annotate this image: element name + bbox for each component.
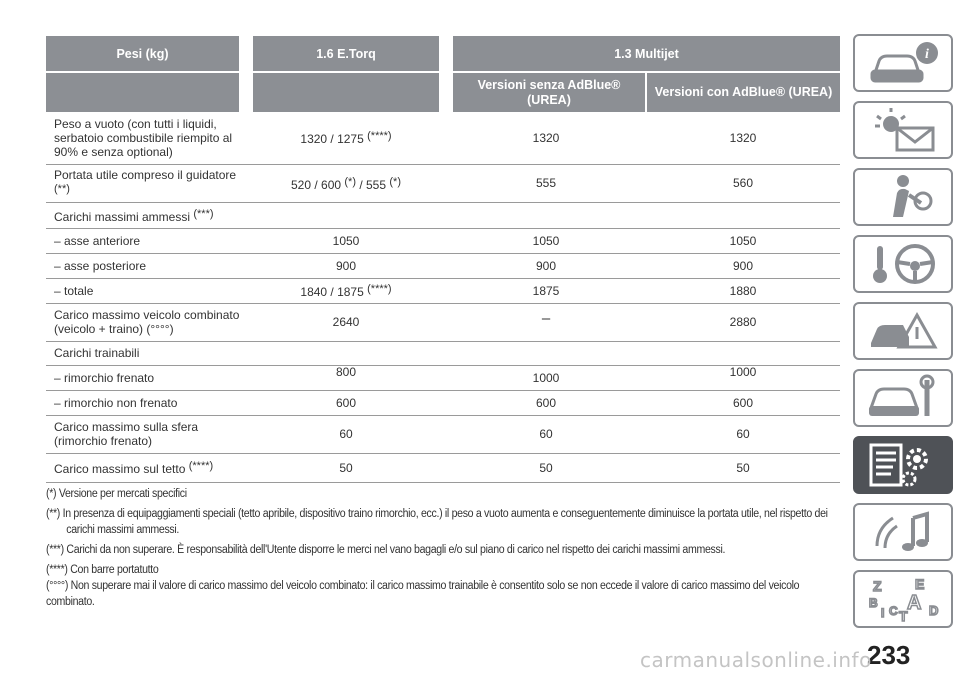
- footnote-2: (**) In presenza di equipaggiamenti speciali (tetto apribile, dispositivo traino rimorchio, ecc.) il peso a vuoto aumenta e conseguentemente diminuisce la portata utile, nel rispetto dei carichi massimi ammessi.: [46, 508, 828, 536]
- table-row: [46, 365, 840, 390]
- key-steering-wheel-icon: [863, 240, 943, 288]
- header-etorq: 1.6 E.Torq: [246, 36, 446, 72]
- footnote-3: (***) Carichi da non superare. È responsabilità dell'Utente disporre le merci nel vano bagagli e/o sul piano di carico nel rispetto dei carichi massimi ammessi.: [46, 544, 726, 556]
- svg-text:C: C: [889, 604, 898, 618]
- cell-senza: –: [446, 303, 646, 341]
- cell-senza: 600: [446, 390, 646, 415]
- row-label: Carico massimo sul tetto (****): [46, 453, 246, 482]
- subheader-empty-2: [246, 72, 446, 112]
- tab-safety[interactable]: [853, 168, 953, 226]
- tab-starting-driving[interactable]: [853, 235, 953, 293]
- cell-senza: 900: [446, 253, 646, 278]
- table-row: [46, 228, 840, 253]
- table-row: [46, 202, 840, 228]
- row-label: – asse anteriore: [46, 228, 246, 253]
- cell-con: 600: [646, 390, 840, 415]
- svg-text:I: I: [881, 606, 885, 620]
- row-label: – totale: [46, 278, 246, 303]
- cell-etorq: 520 / 600 (*) / 555 (*): [246, 164, 446, 202]
- cell-etorq: 1840 / 1875 (****): [246, 278, 446, 303]
- svg-text:i: i: [925, 47, 929, 62]
- cell-senza: 1320: [446, 112, 646, 164]
- table-row: [46, 303, 840, 341]
- table-row: [46, 341, 840, 365]
- subheader-empty-1: [46, 72, 246, 112]
- row-label: Carico massimo sulla sfera (rimorchio frenato): [46, 415, 246, 453]
- weights-table: [46, 36, 840, 483]
- car-info-icon: [863, 39, 943, 87]
- tab-index[interactable]: [853, 570, 953, 628]
- cell-con: 1880: [646, 278, 840, 303]
- cell-etorq: 2640: [246, 303, 446, 341]
- subheader-senza-adblue: Versioni senza AdBlue® (UREA): [446, 72, 646, 112]
- cell-etorq: 600: [246, 390, 446, 415]
- cell-etorq: 1050: [246, 228, 446, 253]
- row-label: Carichi massimi ammessi (***): [46, 202, 246, 228]
- cell-con: 1050: [646, 228, 840, 253]
- subheader-con-adblue: Versioni con AdBlue® (UREA): [646, 72, 840, 112]
- chapter-sidebar: [853, 34, 953, 637]
- row-label: – rimorchio frenato: [46, 365, 246, 390]
- header-multijet: 1.3 Multijet: [446, 36, 840, 72]
- cell-senza: 1050: [446, 228, 646, 253]
- car-wrench-icon: [863, 374, 943, 422]
- cell-senza: 1000: [446, 365, 646, 390]
- cell-etorq: 1320 / 1275 (****): [246, 112, 446, 164]
- cell-con: 60: [646, 415, 840, 453]
- footnote-4: (****) Con barre portatutto: [46, 564, 159, 576]
- row-label: Carico massimo veicolo combinato (veicolo + traino) (°°°°): [46, 303, 246, 341]
- cell-con: 50: [646, 453, 840, 482]
- svg-text:D: D: [929, 603, 939, 618]
- table-row: [46, 278, 840, 303]
- cell-con: 1320: [646, 112, 840, 164]
- cell-con: 1000: [646, 365, 840, 390]
- specs-gear-icon: [863, 441, 943, 489]
- table-row: [46, 112, 840, 164]
- footnote-1: (*) Versione per mercati specifici: [46, 488, 187, 500]
- tab-warning-lights[interactable]: [853, 101, 953, 159]
- car-crash-warning-icon: [863, 307, 943, 355]
- tab-multimedia[interactable]: [853, 503, 953, 561]
- multimedia-note-icon: [863, 508, 943, 556]
- table-row: [46, 253, 840, 278]
- tab-maintenance[interactable]: [853, 369, 953, 427]
- row-label: Portata utile compreso il guidatore (**): [46, 164, 246, 202]
- footnote-5: (°°°°) Non superare mai il valore di carico massimo del veicolo combinato: il carico massimo trainabile è consentito solo se non eccede il valore di carico massimo del veicolo combinato.: [46, 580, 800, 608]
- alphabet-index-icon: [863, 575, 943, 623]
- footnotes: [46, 486, 841, 614]
- row-label: – asse posteriore: [46, 253, 246, 278]
- svg-text:A: A: [907, 592, 922, 614]
- table-row: [46, 453, 840, 482]
- table-subheader-row: [46, 72, 840, 112]
- cell-etorq: 60: [246, 415, 446, 453]
- header-weights: Pesi (kg): [46, 36, 246, 72]
- tab-technical-data[interactable]: [853, 436, 953, 494]
- cell-con: 2880: [646, 303, 840, 341]
- row-label: – rimorchio non frenato: [46, 390, 246, 415]
- svg-text:T: T: [899, 608, 908, 623]
- row-label: Peso a vuoto (con tutti i liquidi, serbatoio combustibile riempito al 90% e senza optional): [46, 112, 246, 164]
- table-row: [46, 390, 840, 415]
- tab-car-info[interactable]: [853, 34, 953, 92]
- svg-text:B: B: [869, 596, 878, 610]
- row-label: Carichi trainabili: [46, 341, 246, 365]
- cell-senza: 50: [446, 453, 646, 482]
- watermark: carmanualsonline.info: [640, 648, 872, 672]
- cell-etorq: 900: [246, 253, 446, 278]
- table-row: [46, 164, 840, 202]
- warning-light-envelope-icon: [863, 106, 943, 154]
- cell-etorq: 50: [246, 453, 446, 482]
- cell-senza: 1875: [446, 278, 646, 303]
- svg-text:E: E: [915, 576, 925, 592]
- cell-senza: 555: [446, 164, 646, 202]
- svg-text:Z: Z: [873, 578, 882, 594]
- cell-con: 560: [646, 164, 840, 202]
- cell-etorq: 800: [246, 365, 446, 390]
- seat-airbag-icon: [863, 173, 943, 221]
- cell-con: 900: [646, 253, 840, 278]
- table-row: [46, 415, 840, 453]
- table-header-row: [46, 36, 840, 72]
- page-number: 233: [867, 640, 911, 670]
- cell-senza: 60: [446, 415, 646, 453]
- tab-emergency[interactable]: [853, 302, 953, 360]
